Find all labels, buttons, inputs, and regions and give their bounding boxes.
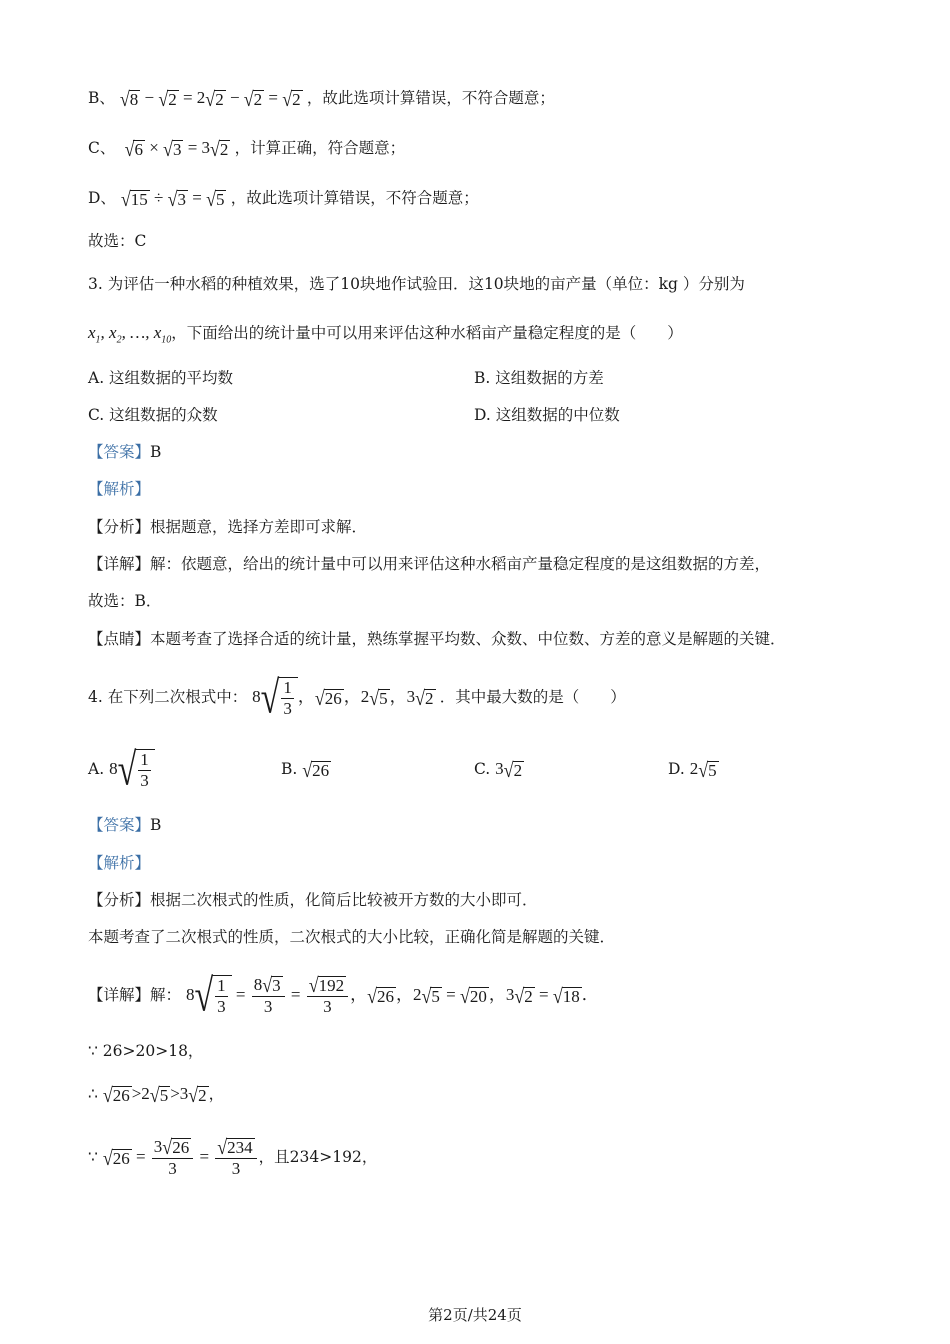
q4-analysis-tag: 【解析】 — [88, 854, 151, 872]
q3-option-c: C. 这组数据的众数 — [88, 406, 218, 424]
q4-answer: 【答案】B — [88, 816, 162, 834]
math-b-expression: √8 − √2 = 2√2 − √2 = √2 — [119, 87, 301, 111]
q3-option-a: A. 这组数据的平均数 — [88, 369, 234, 387]
q3-analysis-tag: 【解析】 — [88, 480, 151, 498]
q4-option-a: A. 8√ $\frac{1}{3}$ — [88, 744, 155, 796]
q4-summary: 本题考查了二次根式的性质，二次根式的大小比较，正确化简是解题的关键． — [88, 928, 616, 946]
q4-option-c: C. 3√2 — [474, 758, 523, 782]
math-x-sequence: $x_1$, $x_2$, …, $x_{10}$ — [88, 323, 172, 346]
q3-fenxi: 【分析】根据题意，选择方差即可求解． — [88, 518, 368, 536]
q3-xiangjie: 【详解】解：依题意，给出的统计量中可以用来评估这种水稻亩产量稳定程度的是这组数据的方差， — [88, 555, 771, 573]
q3-stem-line-1: 3. 为评估一种水稻的种植效果，选了10块地作试验田．这10块地的亩产量（单位：kg ）分别为 — [88, 275, 745, 293]
q3-option-b: B. 这组数据的方差 — [474, 369, 604, 387]
math-c-expression: √6 × √3 = 3√2 — [124, 137, 229, 161]
q4-xiangjie: 【详解】解： 8√ $\frac{1}{3}$ = $\frac{8√3}{3}$ = $\frac{√192}{3}$ ，√26 ，2√5 = √20 ，3√2 = √18 ． — [88, 970, 599, 1021]
q3-option-d: D. 这组数据的中位数 — [474, 406, 620, 424]
page-footer: 第2页/共24页 — [428, 1306, 522, 1324]
q4-option-d: D. 2√5 — [668, 758, 717, 782]
math-d-expression: √15 ÷ √3 = √5 — [120, 187, 225, 211]
q3-answer: 【答案】B — [88, 443, 162, 461]
math-q4-simplification: 8√ $\frac{1}{3}$ = $\frac{8√3}{3}$ = $\frac{√192}{3}$ ，√26 ，2√5 = √20 ，3√2 = √18 ． — [185, 970, 599, 1021]
q4-because-2: ∵ √26 = $\frac{3√26}{3}$ = $\frac{√234}{3}$ ，且234>192， — [88, 1135, 378, 1179]
option-b-calc-line: B、 √8 − √2 = 2√2 − √2 = √2 ，故此选项计算错误，不符合题意； — [88, 87, 555, 111]
q3-stem-line-2: $x_1$, $x_2$, …, $x_{10}$，下面给出的统计量中可以用来评估这种水稻亩产量稳定程度的是（ ） — [88, 323, 683, 346]
q3-dianjing: 【点睛】本题考查了选择合适的统计量，熟练掌握平均数、众数、中位数、方差的意义是解题的关键． — [88, 630, 786, 648]
q4-fenxi: 【分析】根据二次根式的性质，化简后比较被开方数的大小即可． — [88, 891, 538, 909]
q4-because-1: ∵ 26>20>18， — [88, 1042, 204, 1060]
option-d-calc-line: D、 √15 ÷ √3 = √5 ，故此选项计算错误，不符合题意； — [88, 187, 479, 211]
q4-therefore-1: ∴ √26 >2√5 >3√2 ， — [88, 1083, 225, 1107]
q2-choice: 故选：C — [88, 232, 147, 250]
q4-stem: 4. 在下列二次根式中： 8√ $\frac{1}{3}$ ，√26 ，2√5 ，3√2 ．其中最大数的是（ ） — [88, 672, 626, 723]
q4-option-b: B. √26 — [281, 758, 330, 782]
math-q4-stem-list: 8√ $\frac{1}{3}$ ，√26 ，2√5 ，3√2 — [252, 672, 434, 723]
q3-choice: 故选：B． — [88, 592, 162, 610]
option-c-calc-line: C、 √6 × √3 = 3√2 ，计算正确，符合题意； — [88, 137, 406, 161]
